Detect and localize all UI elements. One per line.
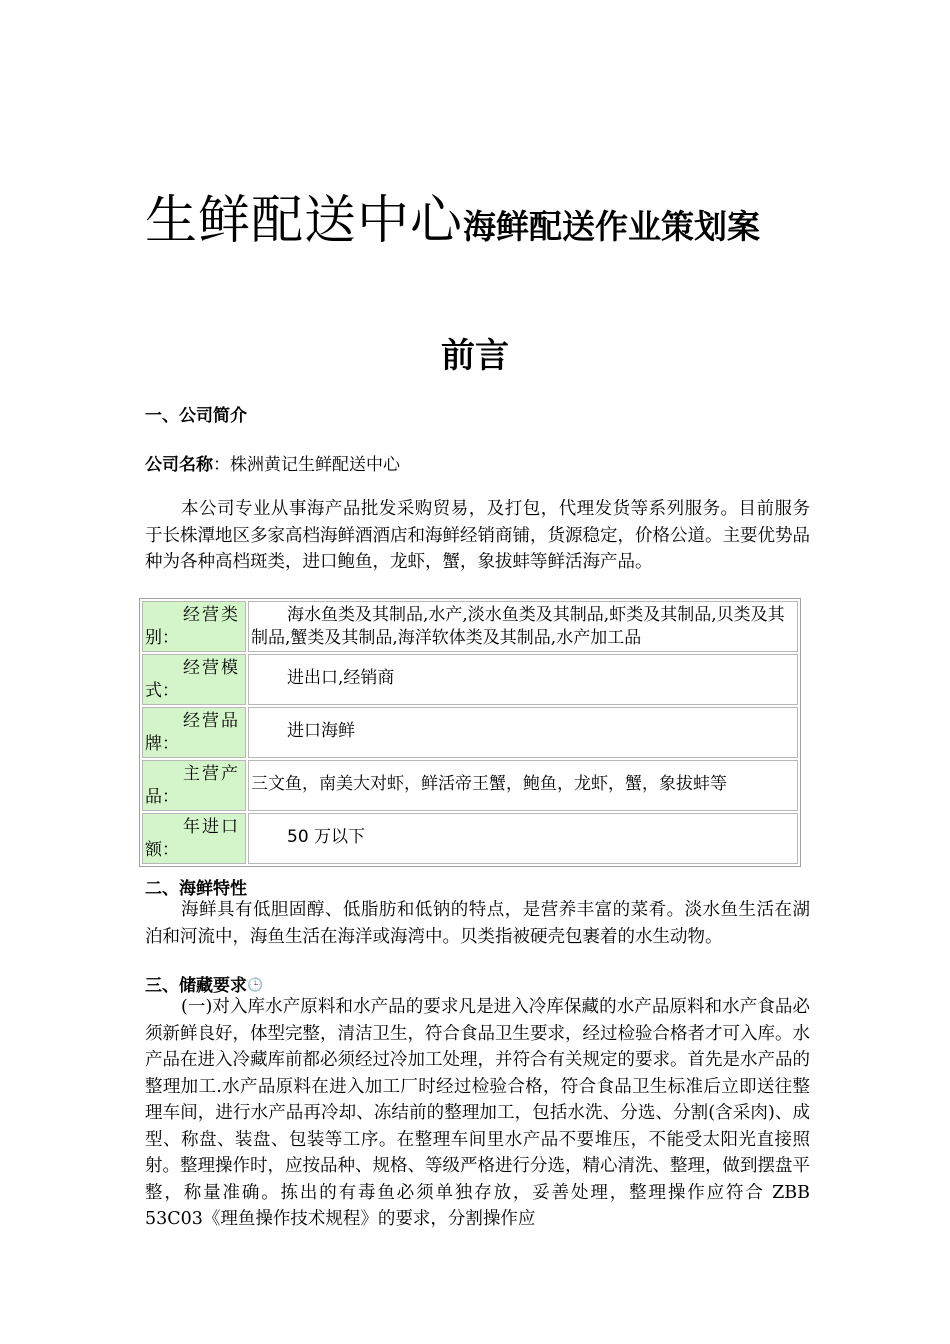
clock-icon: 🕒 xyxy=(247,978,264,993)
table-row xyxy=(142,654,798,705)
table-key-cell: 年进口 额： xyxy=(142,813,246,864)
table-value-cell: 三文鱼，南美大对虾，鲜活帝王蟹，鲍鱼，龙虾，蟹，象拔蚌等 xyxy=(248,760,798,811)
table-row xyxy=(142,760,798,811)
company-intro-paragraph: 本公司专业从事海产品批发采购贸易，及打包，代理发货等系列服务。目前服务于长株潭地区多家高档海鲜酒酒店和海鲜经销商铺，货源稳定，价格公道。主要优势品种为各种高档斑类，进口鲍鱼，龙虾，蟹，象拔蚌等鲜活海产品。 xyxy=(145,499,810,572)
title-main: 生鲜配送中心 xyxy=(145,191,464,251)
storage-paragraph: (一)对入库水产原料和水产品的要求凡是进入冷库保藏的水产品原料和水产食品必须新鲜良好，体型完整，清洁卫生，符合食品卫生要求，经过检验合格者才可入库。水产品在进入冷藏库前都必须经过冷加工处理，并符合有关规定的要求。首先是水产品的整理加工.水产品原料在进入加工厂时经过检验合格，符合食品卫生标准后立即送往整理车间，进行水产品再冷却、冻结前的整理加工，包括水洗、分选、分割(含采肉)、成型、称盘、装盘、包装等工序。在整理车间里水产品不要堆压，不能受太阳光直接照射。整理操作时，应按品种、规格、等级严格进行分选，精心清洗、整理，做到摆盘平整，称量准确。拣出的有毒鱼必须单独存放，妥善处理，整理操作应符合 ZBB 53C03《理鱼操作技术规程》的要求，分割操作应 xyxy=(145,997,810,1229)
seafood-paragraph: 海鲜具有低胆固醇、低脂肪和低钠的特点，是营养丰富的菜肴。淡水鱼生活在湖泊和河流中，海鱼生活在海洋或海湾中。贝类指被硬壳包裹着的水生动物。 xyxy=(145,900,810,947)
table-value-cell: 50 万以下 xyxy=(248,813,798,864)
table-row xyxy=(142,601,798,652)
title-sub: 海鲜配送作业策划案 xyxy=(463,207,761,246)
storage-heading-text: 三、储藏要求 xyxy=(145,976,247,996)
table-key-cell: 经营类 别： xyxy=(142,601,246,652)
section-heading-storage xyxy=(145,971,263,996)
table-key-cell: 经营品 牌： xyxy=(142,707,246,758)
company-name-line xyxy=(145,450,400,475)
section-heading-seafood: 二、海鲜特性 xyxy=(145,879,247,899)
table-row xyxy=(142,707,798,758)
document-title xyxy=(145,178,845,253)
preface-heading: 前言 xyxy=(441,336,509,376)
company-name-sep: ： xyxy=(213,455,230,475)
table-value-cell: 进口海鲜 xyxy=(248,707,798,758)
company-name-label: 公司名称 xyxy=(145,455,213,475)
business-info-table xyxy=(139,598,801,867)
table-key-cell: 经营模 式： xyxy=(142,654,246,705)
section-heading-company: 一、公司简介 xyxy=(145,406,247,426)
table-value-cell: 进出口,经销商 xyxy=(248,654,798,705)
table-row xyxy=(142,813,798,864)
table-key-cell: 主营产 品： xyxy=(142,760,246,811)
company-name-value: 株洲黄记生鲜配送中心 xyxy=(230,455,400,475)
table-value-cell: 海水鱼类及其制品,水产,淡水鱼类及其制品,虾类及其制品,贝类及其制品,蟹类及其制品,海洋软体类及其制品,水产加工品 xyxy=(248,601,798,652)
